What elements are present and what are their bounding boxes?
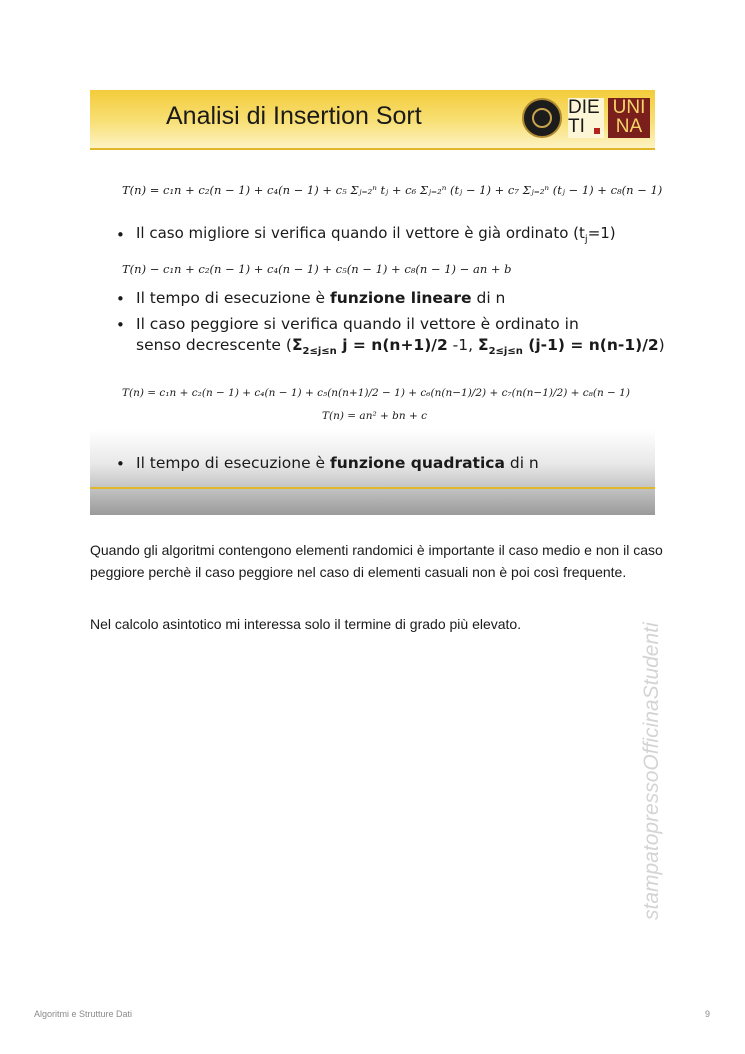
bullet-marker: •: [116, 455, 125, 473]
slide-image: [90, 90, 665, 515]
university-seal-icon: [522, 98, 562, 138]
slide-title: Analisi di Insertion Sort: [166, 102, 422, 130]
paragraph-asymptotic: Nel calcolo asintotico mi interessa solo il termine di grado più elevato.: [90, 616, 522, 632]
equation-best-case: T(n) − c₁n + c₂(n − 1) + c₄(n − 1) + c₅(n − 1) + c₈(n − 1) − an + b: [122, 262, 512, 276]
bullet-marker: •: [116, 316, 125, 334]
watermark: stampatopressoOfficinaStudenti: [640, 622, 663, 920]
bullet-worst-case-line2: senso decrescente ($\Sigma_{2\le j\le n}$ j = n(n+1)/2 -1, $\Sigma_{2\le j\le n}$ (j-1) = n(n-1)/2): [136, 336, 665, 357]
equation-worst-case-result: T(n) = an² + bn + c: [322, 410, 427, 422]
paragraph-average-case: Quando gli algoritmi contengono elementi randomici è importante il caso medio e non il caso peggiore perchè il caso peggiore nel caso di elementi casuali non è poi così frequente.: [90, 542, 663, 580]
bullet-marker: •: [116, 226, 125, 244]
bullet-linear: Il tempo di esecuzione è funzione lineare di n: [136, 289, 506, 307]
footer-course: Algoritmi e Strutture Dati: [34, 1009, 133, 1019]
slide-header: [90, 90, 655, 150]
equation-worst-case: T(n) = c₁n + c₂(n − 1) + c₄(n − 1) + c₅(n(n+1)/2 − 1) + c₆(n(n−1)/2) + c₇(n(n−1)/2) + c₈(n − 1): [122, 387, 630, 399]
bullet-quadratic: Il tempo di esecuzione è funzione quadratica di n: [136, 454, 539, 472]
slide-divider: [90, 487, 655, 489]
bullet-best-case: Il caso migliore si verifica quando il vettore è già ordinato $(t_j=1)$: [136, 224, 616, 245]
bullet-marker: •: [116, 290, 125, 308]
dieti-logo-dot: [594, 128, 600, 134]
bullet-worst-case-line1: Il caso peggiore si verifica quando il vettore è ordinato in: [136, 315, 579, 333]
unina-logo: UNI NA: [608, 98, 650, 138]
dieti-logo: DIE TI: [568, 98, 604, 138]
footer-page-number: 9: [705, 1009, 711, 1019]
equation-general: T(n) = c₁n + c₂(n − 1) + c₄(n − 1) + c₅ Σⱼ₌₂ⁿ tⱼ + c₆ Σⱼ₌₂ⁿ (tⱼ − 1) + c₇ Σⱼ₌₂ⁿ (tⱼ − 1) + c₈(n − 1): [122, 183, 663, 197]
